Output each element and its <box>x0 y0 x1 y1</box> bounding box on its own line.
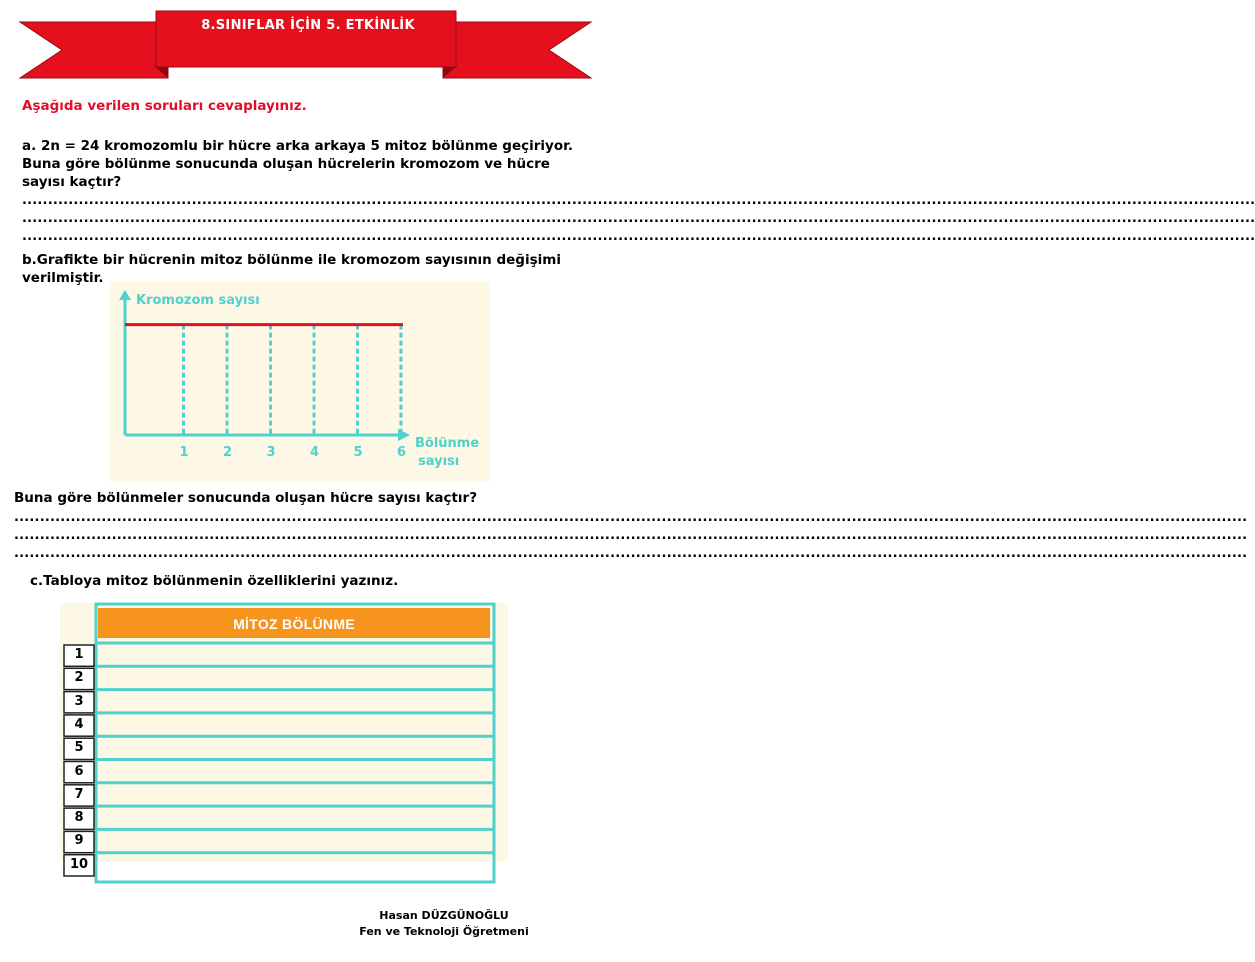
mitosis-table <box>60 603 508 885</box>
question-b-line-1: b.Grafikte bir hücrenin mitoz bölünme ile kromozom sayısının değişimi <box>22 252 561 268</box>
x-tick-label: 2 <box>223 445 233 460</box>
x-axis-label-line-1: Bölünme <box>415 436 480 451</box>
question-c: c.Tabloya mitoz bölünmenin özelliklerini yazınız. <box>30 573 399 589</box>
table-row-number: 5 <box>74 740 84 756</box>
x-tick-label: 6 <box>397 445 407 460</box>
table-row-number: 8 <box>74 810 84 826</box>
chromosome-chart <box>110 282 490 482</box>
author-name: Hasan DÜZGÜNOĞLU <box>379 909 509 922</box>
table-row-number: 1 <box>74 647 84 662</box>
answer-line[interactable]: ................................................................................................................................................................................................................................................ <box>14 546 1248 561</box>
table-header: MİTOZ BÖLÜNME <box>98 608 490 638</box>
table-row-number: 3 <box>74 693 84 709</box>
question-b-line-2: verilmiştir. <box>22 270 104 286</box>
y-axis-label: Kromozom sayısı <box>136 293 260 308</box>
answer-line[interactable]: ................................................................................................................................................................................................................................................ <box>22 211 1255 226</box>
table-row-number: 2 <box>74 670 84 686</box>
page-title: 8.SINIFLAR İÇİN 5. ETKİNLİK <box>201 18 415 33</box>
question-a-line-3: sayısı kaçtır? <box>22 174 122 190</box>
author-title: Fen ve Teknoloji Öğretmeni <box>359 925 529 938</box>
table-row-number: 4 <box>74 716 84 732</box>
answer-line[interactable]: ................................................................................................................................................................................................................................................ <box>22 229 1255 244</box>
x-axis-label-line-2: sayısı <box>418 454 460 469</box>
table-row-number: 6 <box>74 763 84 779</box>
table-row-number: 9 <box>74 833 84 849</box>
instruction-text: Aşağıda verilen soruları cevaplayınız. <box>22 98 307 114</box>
x-tick-label: 4 <box>310 445 320 460</box>
x-tick-label: 1 <box>179 445 189 460</box>
x-tick-label: 5 <box>353 445 363 460</box>
table-row-number: 7 <box>74 786 84 802</box>
answer-line[interactable]: ................................................................................................................................................................................................................................................ <box>14 510 1248 525</box>
table-row-number: 10 <box>69 856 89 872</box>
answer-line[interactable]: ................................................................................................................................................................................................................................................ <box>14 528 1248 543</box>
question-b2: Buna göre bölünmeler sonucunda oluşan hücre sayısı kaçtır? <box>14 490 478 506</box>
question-a-line-2: Buna göre bölünme sonucunda oluşan hücrelerin kromozom ve hücre <box>22 156 550 172</box>
answer-line[interactable]: ................................................................................................................................................................................................................................................ <box>22 193 1255 208</box>
y-axis-arrow <box>119 290 131 300</box>
question-a-line-1: a. 2n = 24 kromozomlu bir hücre arka arkaya 5 mitoz bölünme geçiriyor. <box>22 138 573 154</box>
author-block <box>340 908 548 940</box>
x-tick-label: 3 <box>266 445 276 460</box>
